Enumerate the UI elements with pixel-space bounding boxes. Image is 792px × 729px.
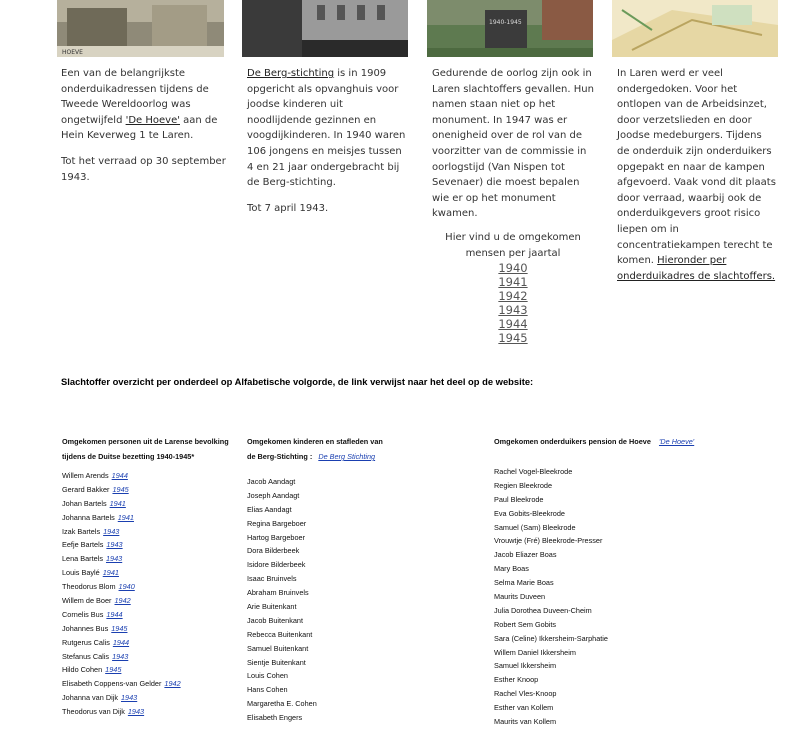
col-1-link[interactable]: De Berg-stichting [247, 68, 335, 79]
hoeve-photo-caption: HOEVE [62, 49, 83, 56]
hoeve-photo[interactable] [57, 0, 224, 57]
col-1-text: Tot 7 april 1943. [247, 202, 329, 214]
list-item: Hartog Bargeboer [247, 532, 306, 542]
hoeve-intro-text [61, 66, 227, 195]
list-item: Vrouwtje (Fré) Bleekrode-Presser [494, 536, 603, 546]
list-item: Mary Boas [494, 564, 529, 574]
list-item [62, 636, 242, 650]
berg-heading-line-1: Omgekomen kinderen en stafleden van [247, 437, 383, 446]
victim-name: Rutgerus Calis [62, 637, 110, 647]
list-item [62, 511, 242, 525]
list-item: Margaretha E. Cohen [247, 699, 317, 709]
list-item: Jacob Eliazer Boas [494, 550, 557, 560]
year-link-1942[interactable]: 1942 [498, 289, 528, 304]
list-item [62, 608, 242, 622]
year-link-1940[interactable]: 1940 [498, 261, 528, 276]
list-item [62, 566, 242, 580]
list-item [62, 663, 242, 677]
list-item: Elias Aandagt [247, 504, 292, 514]
monument-photo[interactable] [427, 0, 593, 57]
onderduik-illustration[interactable] [612, 0, 778, 57]
col-0-paragraph [61, 154, 227, 185]
laren-items [62, 469, 242, 719]
years-links [432, 261, 594, 345]
list-item: Isidore Bilderbeek [247, 560, 306, 570]
onderduik-intro-text [617, 66, 777, 294]
year-link[interactable]: 1940 [118, 582, 135, 592]
list-item [62, 677, 242, 691]
list-item [62, 469, 242, 483]
list-item [62, 594, 242, 608]
year-link[interactable]: 1945 [111, 623, 128, 633]
berg-list-heading [247, 434, 447, 464]
de-hoeve-link[interactable]: 'De Hoeve' [658, 437, 695, 446]
year-link[interactable]: 1944 [106, 609, 123, 619]
year-link[interactable]: 1942 [114, 596, 131, 606]
victim-name: Eefje Bartels [62, 540, 104, 550]
list-item: Jacob Aandagt [247, 477, 296, 486]
list-item: Julia Dorothea Duveen-Cheim [494, 605, 592, 615]
victim-name: Theodorus Blom [62, 582, 116, 592]
list-item: Samuel (Sam) Bleekrode [494, 522, 576, 532]
list-item [62, 538, 242, 552]
list-item [62, 525, 242, 539]
victim-name: Lena Bartels [62, 554, 103, 564]
list-item: Regina Bargeboer [247, 518, 307, 528]
summary-heading: Slachtoffer overzicht per onderdeel op Alfabetische volgorde, de link verwijst naar het deel op de website: [61, 376, 534, 387]
year-link-1941[interactable]: 1941 [498, 275, 528, 290]
year-link[interactable]: 1943 [105, 554, 123, 564]
col-3-paragraph [617, 66, 777, 284]
berg-stichting-link[interactable]: De Berg Stichting [318, 452, 376, 461]
list-item [62, 622, 242, 636]
laren-heading-line-1: Omgekomen personen uit de Larense bevolking [62, 437, 229, 446]
years-block [432, 230, 594, 345]
year-link-1944[interactable]: 1944 [498, 317, 528, 332]
list-item [62, 691, 242, 705]
list-item: Elisabeth Engers [247, 713, 303, 723]
year-link[interactable]: 1943 [112, 651, 129, 661]
year-link[interactable]: 1941 [102, 568, 119, 578]
list-item: Dora Bilderbeek [247, 546, 300, 556]
list-item: Rachel Vogel-Bleekrode [494, 467, 573, 476]
year-link-1945[interactable]: 1945 [498, 331, 528, 346]
list-item: Paul Bleekrode [494, 494, 544, 504]
col-1-text: is in 1909 opgericht als opvanghuis voor joodse kinderen uit noodlijdende gezinnen en voogdijkinderen. In 1940 waren 106 jongens en meisjes tussen 4 en 21 jaar ondergebracht bij de Berg-stichting. [247, 68, 406, 189]
list-item [62, 705, 242, 719]
berg-stichting-intro-text [247, 66, 409, 226]
year-link[interactable]: 1945 [112, 484, 129, 494]
victim-name: Theodorus van Dijk [62, 707, 125, 717]
col-0-link[interactable]: 'De Hoeve' [125, 114, 180, 126]
col-1-paragraph [247, 201, 409, 217]
laren-heading-line-2: tijdens de Duitse bezetting 1940-1945* [62, 452, 195, 461]
list-item: Arie Buitenkant [247, 602, 297, 612]
list-item: Joseph Aandagt [247, 490, 300, 500]
berg-victims-list [247, 434, 447, 725]
list-item: Maurits Duveen [494, 592, 546, 602]
laren-victims-list [62, 434, 242, 719]
list-item: Jacob Buitenkant [247, 615, 303, 625]
list-item: Maurits van Kollem [494, 717, 557, 727]
list-item: Sientje Buitenkant [247, 657, 306, 667]
list-item [62, 552, 242, 566]
hoeve-victims-list [494, 434, 754, 729]
list-item: Rebecca Buitenkant [247, 629, 313, 639]
victim-name: Cornelis Bus [62, 609, 104, 619]
victim-name: Gerard Bakker [62, 484, 110, 494]
victim-name: Willem de Boer [62, 596, 112, 606]
berg-heading-line-2: de Berg-Stichting : [247, 452, 313, 461]
laren-monument-text [432, 66, 594, 345]
list-item: Selma Marie Boas [494, 578, 554, 588]
list-item: Esther van Kollem [494, 703, 554, 713]
col-2-text: Gedurende de oorlog zijn ook in Laren slachtoffers gevallen. Hun namen staan niet op het monument. In 1947 was er onenigheid over de rol van de voorzitter van de commissie in oorlogstijd (Van Nispen tot Sevenaer) die moest bepalen wie er op het monument kwamen. [432, 68, 594, 220]
list-item [62, 580, 242, 594]
year-link[interactable]: 1941 [117, 512, 134, 522]
list-item: Robert Sem Gobits [494, 619, 557, 629]
year-link-1943[interactable]: 1943 [498, 303, 528, 318]
victim-name: Izak Bartels [62, 526, 101, 536]
year-link[interactable]: 1941 [109, 498, 126, 508]
list-item: Isaac Bruinvels [247, 574, 297, 584]
year-link[interactable]: 1942 [164, 679, 181, 689]
list-item: Eva Gobits-Bleekrode [494, 508, 565, 518]
list-item [62, 483, 242, 497]
year-link[interactable]: 1945 [105, 665, 122, 675]
list-item: Abraham Bruinvels [247, 588, 309, 598]
list-item: Hans Cohen [247, 685, 288, 695]
list-item: Willem Daniel Ikkersheim [494, 647, 576, 657]
victim-name: Elisabeth Coppens-van Gelder [62, 679, 162, 689]
victim-name: Johan Bartels [62, 498, 107, 508]
hoeve-heading-text: Omgekomen onderduikers pension de Hoeve [494, 437, 651, 446]
list-item: Sara (Celine) Ikkersheim-Sarphatie [494, 633, 608, 643]
year-link[interactable]: 1944 [111, 471, 128, 480]
laren-list-heading [62, 434, 242, 464]
col-3-link[interactable]: Hieronder per onderduikadres de slachtoffers. [617, 255, 776, 282]
col-3-text: In Laren werd er veel ondergedoken. Voor het ontlopen van de Arbeidsinzet, door verzetslieden en door Joodse medeburgers. Tijdens de onderduik zijn onderduikers opgepakt en naar de kampen afgevoerd. Vaak vond dit plaats door verraad, waarbij ook de onderduikgevers groot risico liepen om in concentratiekampen terecht te komen. [617, 68, 776, 267]
col-0-text: Tot het verraad op 30 september 1943. [61, 155, 226, 183]
list-item [62, 650, 242, 664]
list-item: Regien Bleekrode [494, 480, 553, 490]
berg-stichting-photo[interactable] [242, 0, 408, 57]
victim-name: Willem Arends [62, 471, 109, 480]
list-item: Samuel Buitenkant [247, 643, 309, 653]
year-link[interactable]: 1943 [103, 526, 120, 536]
col-1-paragraph [247, 66, 409, 191]
year-link[interactable]: 1943 [106, 540, 123, 550]
years-intro: Hier vind u de omgekomen mensen per jaartal [445, 231, 581, 259]
year-link[interactable]: 1944 [112, 637, 130, 647]
victim-name: Hildo Cohen [62, 665, 103, 675]
col-0-paragraph [61, 66, 227, 144]
list-item: Samuel Ikkersheim [494, 661, 557, 671]
hoeve-list-heading [494, 434, 754, 449]
berg-items [247, 475, 447, 725]
list-item: Esther Knoop [494, 675, 539, 685]
list-item: Rachel Vles-Knoop [494, 689, 557, 699]
year-link[interactable]: 1943 [127, 707, 145, 717]
list-item [62, 497, 242, 511]
victim-name: Johanna van Dijk [62, 693, 118, 703]
year-link[interactable]: 1943 [120, 693, 138, 703]
col-0-text: Een van de belangrijkste onderduikadressen tijdens de Tweede Wereldoorlog was ongetwijfeld [61, 68, 209, 126]
victim-name: Stefanus Calis [62, 651, 110, 661]
col-0-text: aan de Hein Keverweg 1 te Laren. [61, 114, 218, 142]
victim-name: Johannes Bus [62, 623, 109, 633]
list-item: Louis Cohen [247, 671, 288, 681]
victim-name: Louis Baylé [62, 568, 100, 578]
monument-photo-caption: 1940-1945 [489, 19, 522, 26]
victim-name: Johanna Bartels [62, 512, 115, 522]
hoeve-items [494, 465, 754, 729]
col-2-paragraph [432, 66, 594, 222]
